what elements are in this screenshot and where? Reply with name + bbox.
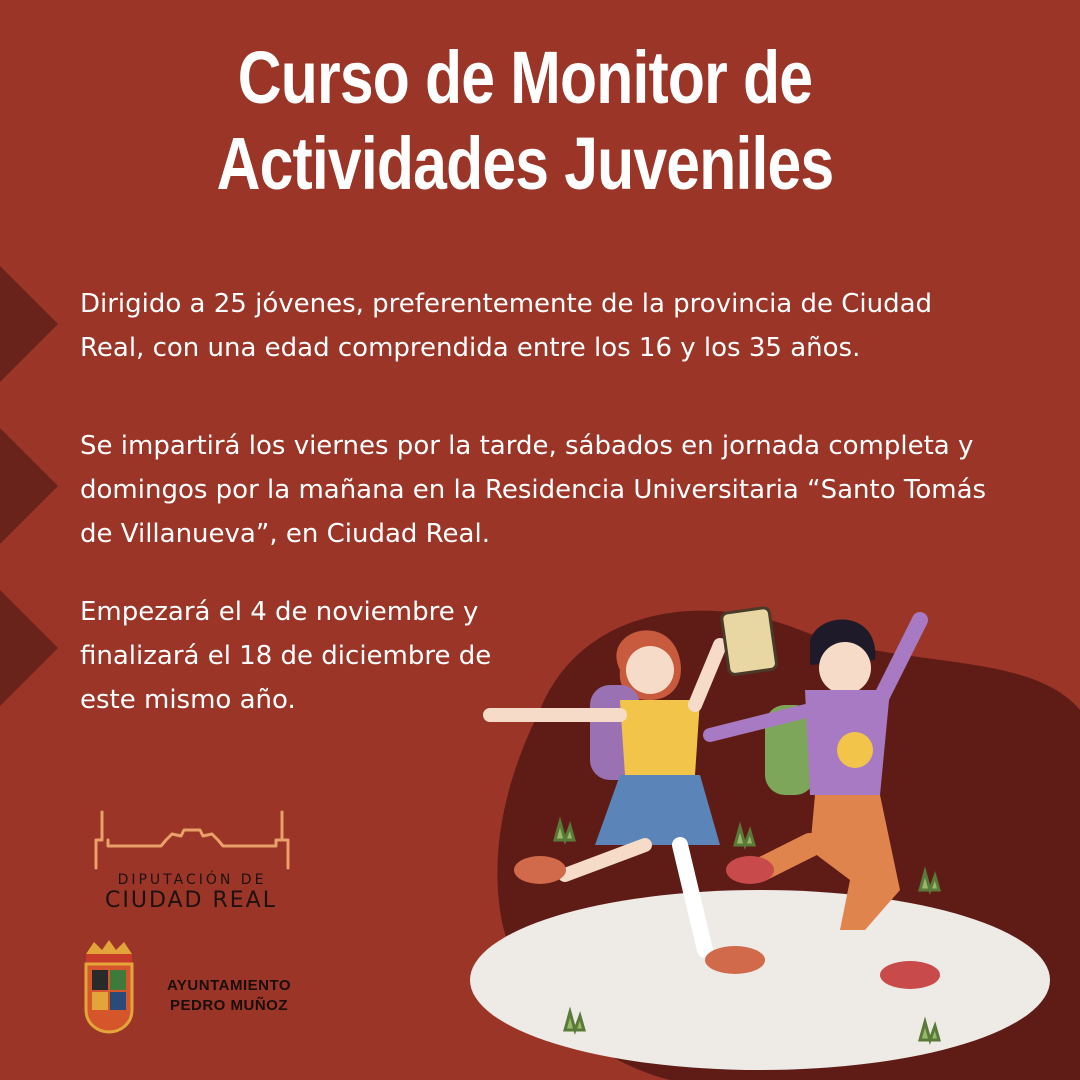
ayuntamiento-coat-of-arms-icon [80,940,138,1034]
arrow-decoration-3 [0,590,58,706]
friends-running-illustration [470,590,1080,1080]
title-line-2: Actividades Juveniles [216,122,834,205]
ground-ellipse [470,890,1050,1070]
arrow-decoration-1 [0,266,58,382]
ayuntamiento-label [150,976,308,1016]
arrow-decoration-2 [0,428,58,544]
title-line-1: Curso de Monitor de [237,36,813,119]
diputacion-label-line2: CIUDAD REAL [105,888,277,913]
paragraph-schedule: Se impartirá los viernes por la tarde, sábados en jornada completa y domingos por la mañana en la Residencia Universitaria “Santo Tomás de Villanueva”, en Ciudad Real. [80,431,987,549]
diputacion-label-line1: DIPUTACIÓN DE [117,872,267,888]
ayuntamiento-label-line1: AYUNTAMIENTO [166,977,292,994]
ayuntamiento-label-line2: PEDRO MUÑOZ [170,997,288,1014]
paragraph-dates: Empezará el 4 de noviembre y finalizará el 18 de diciembre de este mismo año. [80,597,492,715]
paragraph-audience: Dirigido a 25 jóvenes, preferentemente de la provincia de Ciudad Real, con una edad comprendida entre los 16 y los 35 años. [80,289,933,363]
